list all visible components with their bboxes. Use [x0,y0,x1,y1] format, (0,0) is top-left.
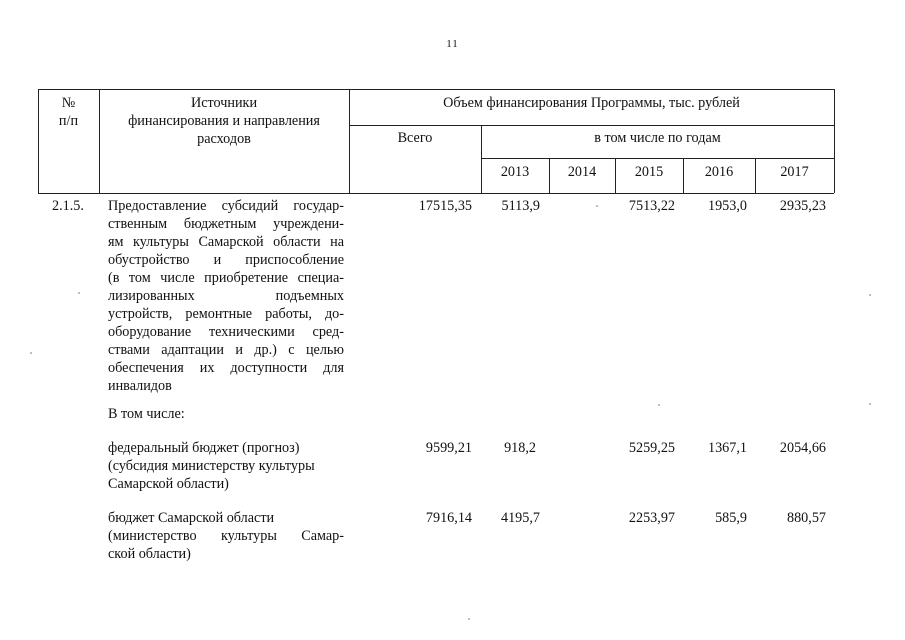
item-description-line: обустройство и приспособление [108,252,344,268]
sub-row-line: федеральный бюджет (прогноз) [108,440,300,456]
item-year-2017: 2935,23 [779,198,826,214]
header-sources-line-3: расходов [197,131,251,147]
sub-row-line: (субсидия министерству культуры [108,458,315,474]
sub-row-regional-2017: 880,57 [786,510,826,526]
header-num-line-1: № [61,95,76,111]
sub-row-regional-2016: 585,9 [715,510,747,526]
scan-speck [78,292,80,294]
sub-row-federal-total: 9599,21 [425,440,472,456]
header-bottom-rule [38,193,834,194]
item-description-line: лизированных подъемных [108,288,344,304]
table-top-rule [38,89,834,90]
sub-row-federal-2013: 918,2 [504,440,536,456]
scan-speck [596,205,598,207]
item-description-line: Предоставление субсидий государ- [108,198,344,214]
sub-row-federal-description [108,439,344,493]
header-by-years: в том числе по годам [594,130,721,146]
header-total: Всего [397,130,433,146]
sub-row-regional-total: 7916,14 [425,510,472,526]
page-number: 11 [446,38,459,50]
item-description [108,197,344,395]
sub-row-line: ской области) [108,546,191,562]
scan-speck [468,618,470,620]
header-sources [99,94,349,148]
item-description-line: инвалидов [108,378,172,394]
sub-row-regional-2013: 4195,7 [500,510,540,526]
item-number: 2.1.5. [52,198,84,214]
volume-header-rule [349,125,834,126]
header-sources-line-1: Источники [190,95,258,111]
sub-row-federal-2015: 5259,25 [628,440,675,456]
item-year-2013: 5113,9 [501,198,540,214]
header-sources-line-2: финансирования и направления [128,113,320,129]
header-year-2017: 2017 [780,164,809,180]
years-header-rule [481,158,834,159]
header-year-2015: 2015 [634,164,664,180]
sub-row-federal-2016: 1367,1 [707,440,747,456]
header-year-2014: 2014 [567,164,597,180]
sub-row-line: бюджет Самарской области [108,510,275,526]
header-year-2013: 2013 [500,164,530,180]
item-total: 17515,35 [418,198,472,214]
header-volume: Объем финансирования Программы, тыс. рублей [443,95,740,111]
item-description-line: ям культуры Самарской области на [108,234,344,250]
sub-row-regional-description [108,509,344,563]
including-label: В том числе: [108,406,185,422]
header-num-line-2: п/п [58,113,79,129]
table-right-rule [834,89,835,193]
item-description-line: устройств, ремонтные работы, до- [108,306,344,322]
scan-speck [658,404,660,406]
sub-row-regional-2015: 2253,97 [628,510,675,526]
sub-row-federal-2017: 2054,66 [779,440,826,456]
scan-speck [869,403,871,405]
item-description-line: ственным бюджетным учреждени- [108,216,344,232]
header-year-2016: 2016 [704,164,734,180]
item-description-line: ствами адаптации и др.) с целью [108,342,344,358]
item-year-2015: 7513,22 [628,198,675,214]
item-description-line: (в том числе приобретение специа- [108,270,344,286]
item-description-line: обеспечения их доступности для [108,360,344,376]
scan-speck [869,294,871,296]
item-description-line: оборудование техническими сред- [108,324,344,340]
header-num [38,94,99,130]
sub-row-line: Самарской области) [108,476,229,492]
sub-row-line: (министерство культуры Самар- [108,528,344,544]
item-year-2016: 1953,0 [707,198,747,214]
scan-speck [30,352,32,354]
